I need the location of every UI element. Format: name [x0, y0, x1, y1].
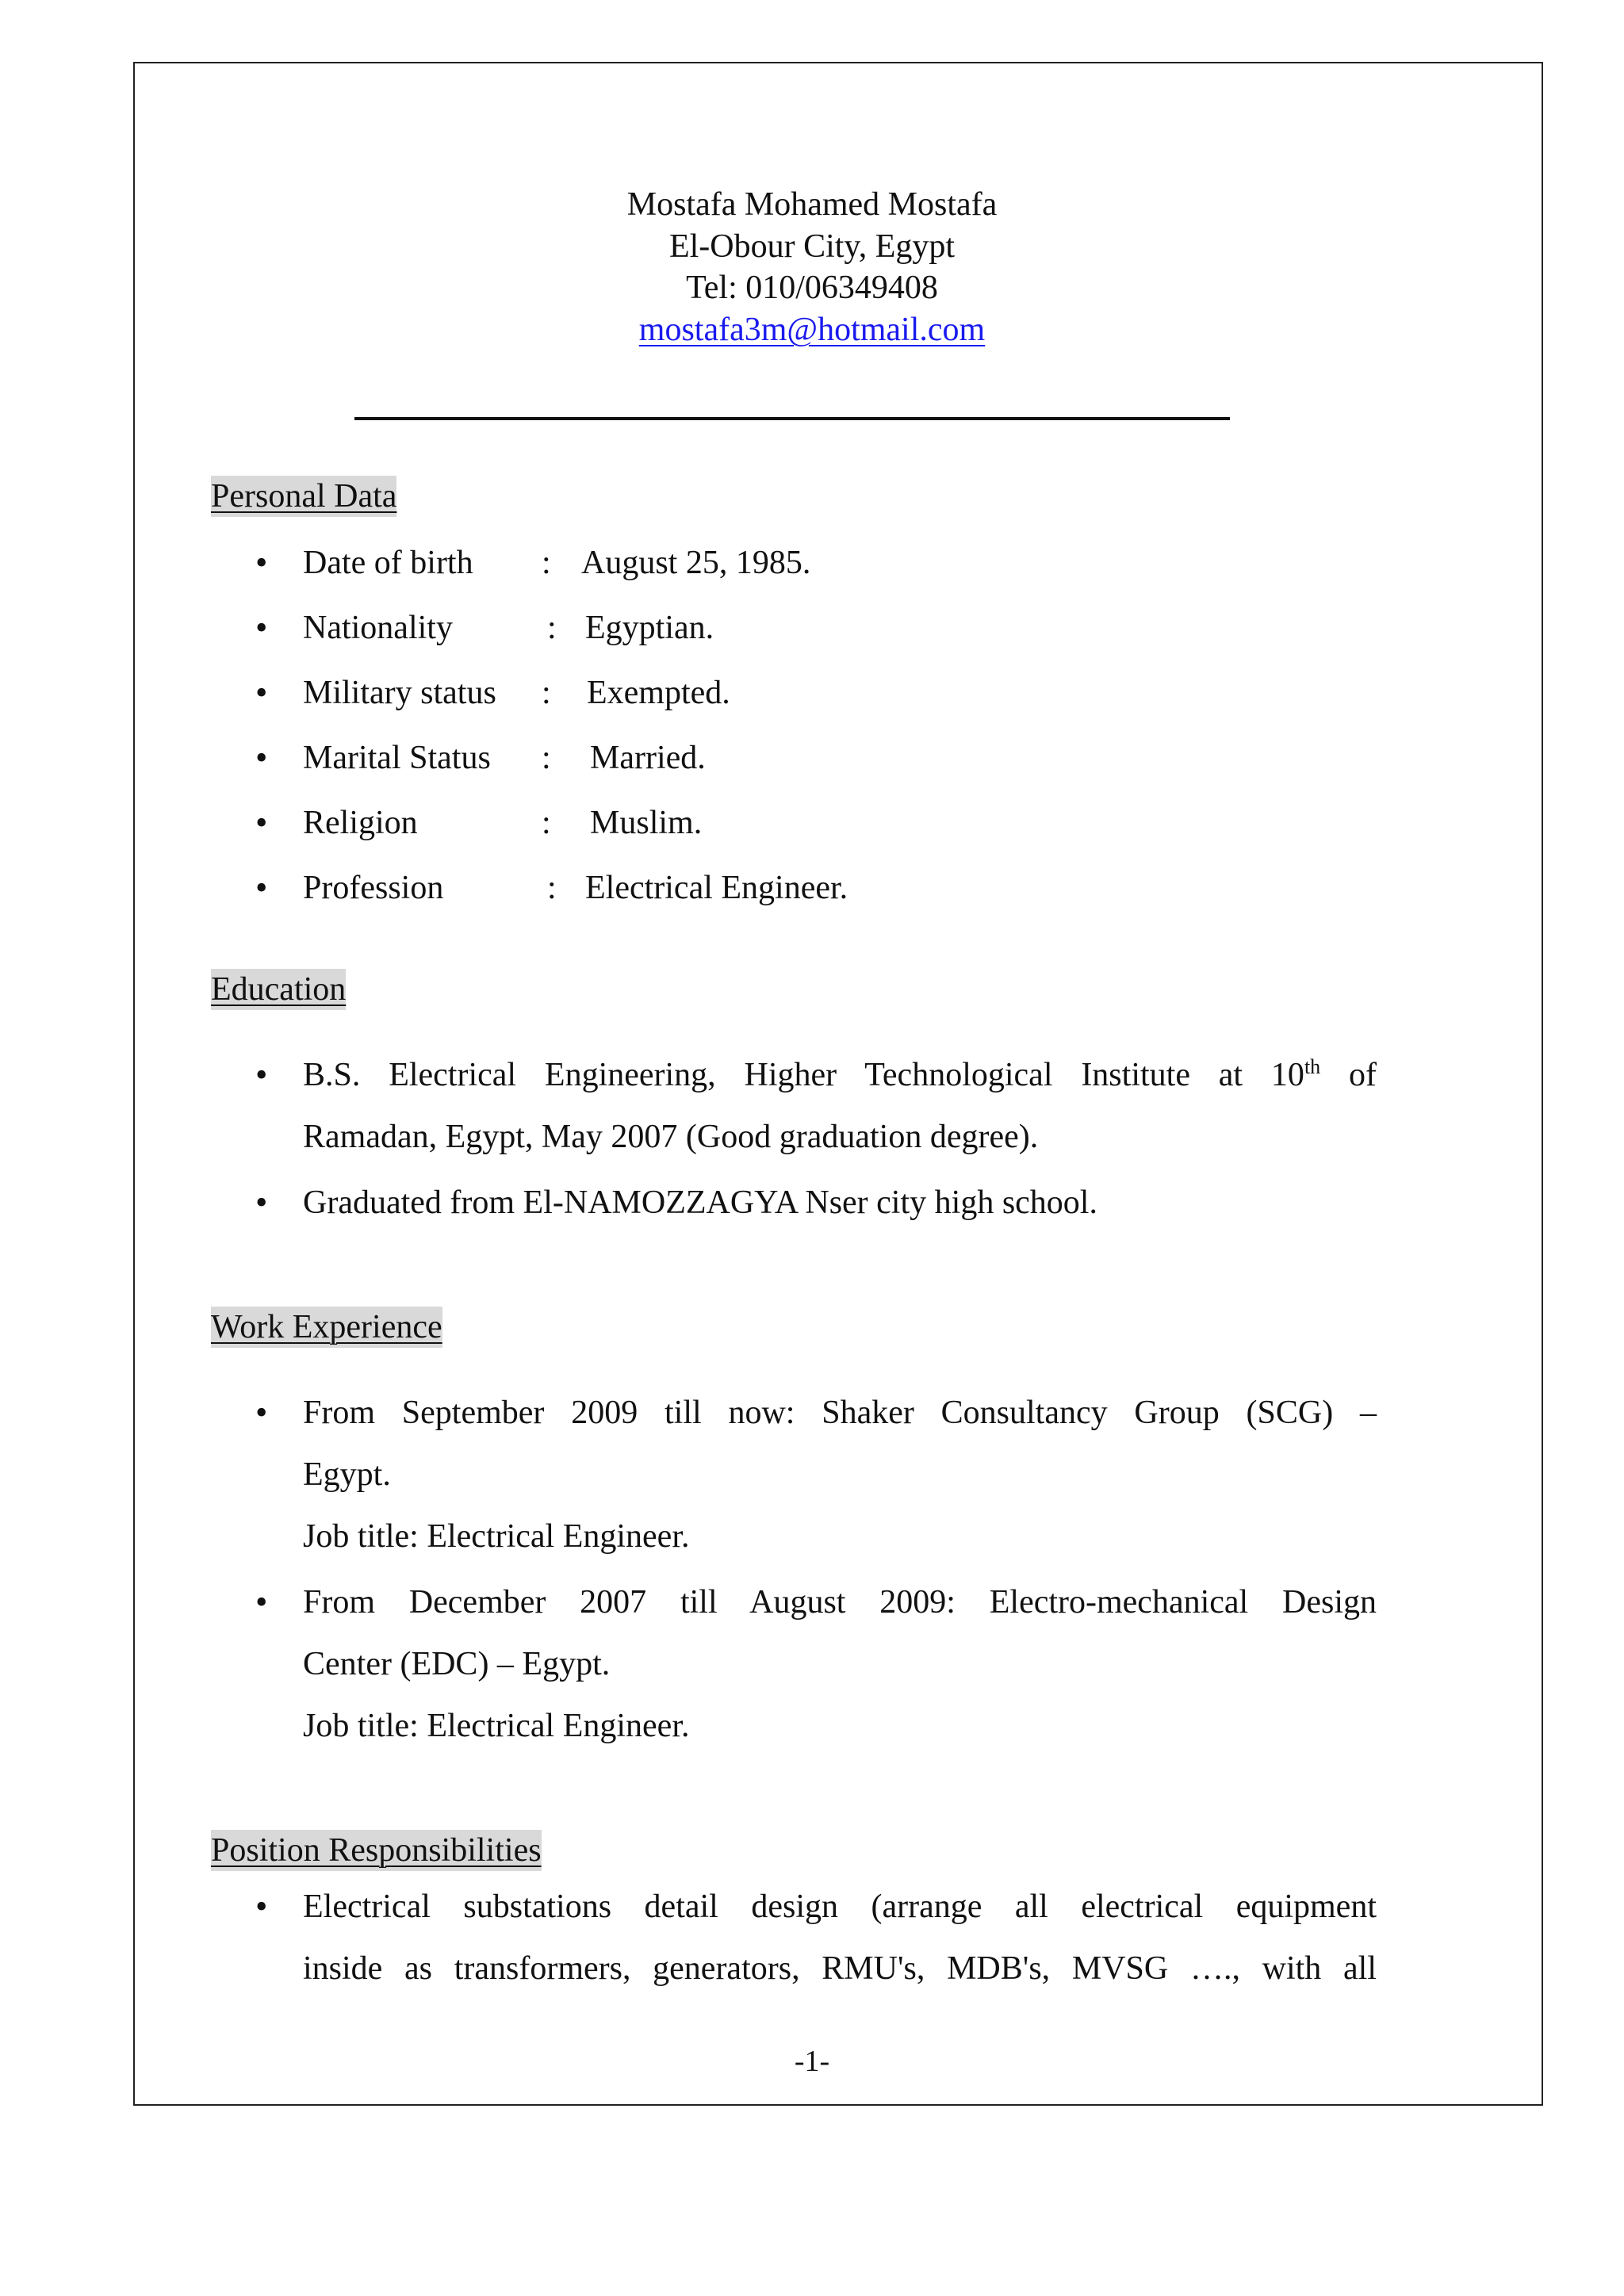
bullet: • [255, 868, 268, 907]
military-status-value: Exempted. [587, 675, 730, 711]
bullet: • [255, 1055, 268, 1094]
position-responsibilities-heading: Position Responsibilities [211, 1830, 542, 1871]
nationality-label: Nationality [303, 610, 453, 646]
candidate-address: El-Obour City, Egypt [668, 228, 956, 265]
bullet: • [255, 673, 268, 712]
work-item-1-line-2: Egypt. [303, 1456, 391, 1493]
religion-label: Religion [303, 805, 418, 841]
education-heading: Education [211, 969, 346, 1010]
work-item-2-line-1: From December 2007 till August 2009: Electro-mechanical Design [303, 1584, 1377, 1621]
bullet: • [255, 1582, 268, 1621]
bullet: • [255, 543, 268, 582]
candidate-telephone: Tel: 010/06349408 [686, 270, 938, 306]
responsibility-1-line-2: inside as transformers, generators, RMU's, MDB's, MVSG …., with all [303, 1950, 1377, 1987]
work-item-2-job-title: Job title: Electrical Engineer. [303, 1708, 690, 1744]
religion-value: Muslim. [590, 805, 703, 841]
degree-text-end: of [1320, 1057, 1377, 1093]
bullet: • [255, 803, 268, 842]
bullet: • [255, 608, 268, 647]
bullet: • [255, 738, 268, 777]
personal-data-heading: Personal Data [211, 476, 396, 517]
email-link[interactable]: mostafa3m@hotmail.com [638, 312, 986, 348]
separator: : [542, 545, 551, 581]
separator: : [547, 610, 557, 646]
degree-text: B.S. Electrical Engineering, Higher Technological Institute at 10 [303, 1057, 1304, 1093]
education-high-school: Graduated from El-NAMOZZAGYA Nser city high school. [303, 1184, 1097, 1221]
profession-value: Electrical Engineer. [585, 870, 848, 906]
work-item-2-line-2: Center (EDC) – Egypt. [303, 1646, 611, 1682]
marital-status-label: Marital Status [303, 740, 491, 776]
separator: : [547, 870, 557, 906]
separator: : [542, 675, 551, 711]
bullet: • [255, 1887, 268, 1926]
profession-label: Profession [303, 870, 444, 906]
separator: : [542, 740, 551, 776]
email-line [0, 309, 1624, 350]
work-item-1-job-title: Job title: Electrical Engineer. [303, 1518, 690, 1555]
marital-status-value: Married. [590, 740, 706, 776]
date-of-birth-value: August 25, 1985. [581, 545, 811, 581]
candidate-name: Mostafa Mohamed Mostafa [626, 186, 998, 223]
bullet: • [255, 1393, 268, 1432]
education-degree-line-1 [303, 1044, 1377, 1106]
education-degree-line-2: Ramadan, Egypt, May 2007 (Good graduation degree). [303, 1119, 1039, 1155]
military-status-label: Military status [303, 675, 496, 711]
separator: : [542, 805, 551, 841]
date-of-birth-label: Date of birth [303, 545, 473, 581]
bullet: • [255, 1183, 268, 1222]
responsibility-1-line-1: Electrical substations detail design (arrange all electrical equipment [303, 1888, 1377, 1925]
page-number: -1- [794, 2045, 830, 2078]
ordinal-suffix: th [1304, 1055, 1321, 1078]
header-divider [354, 417, 1230, 420]
work-item-1-line-1: From September 2009 till now: Shaker Consultancy Group (SCG) – [303, 1395, 1377, 1431]
nationality-value: Egyptian. [585, 610, 714, 646]
work-experience-heading: Work Experience [211, 1307, 442, 1348]
